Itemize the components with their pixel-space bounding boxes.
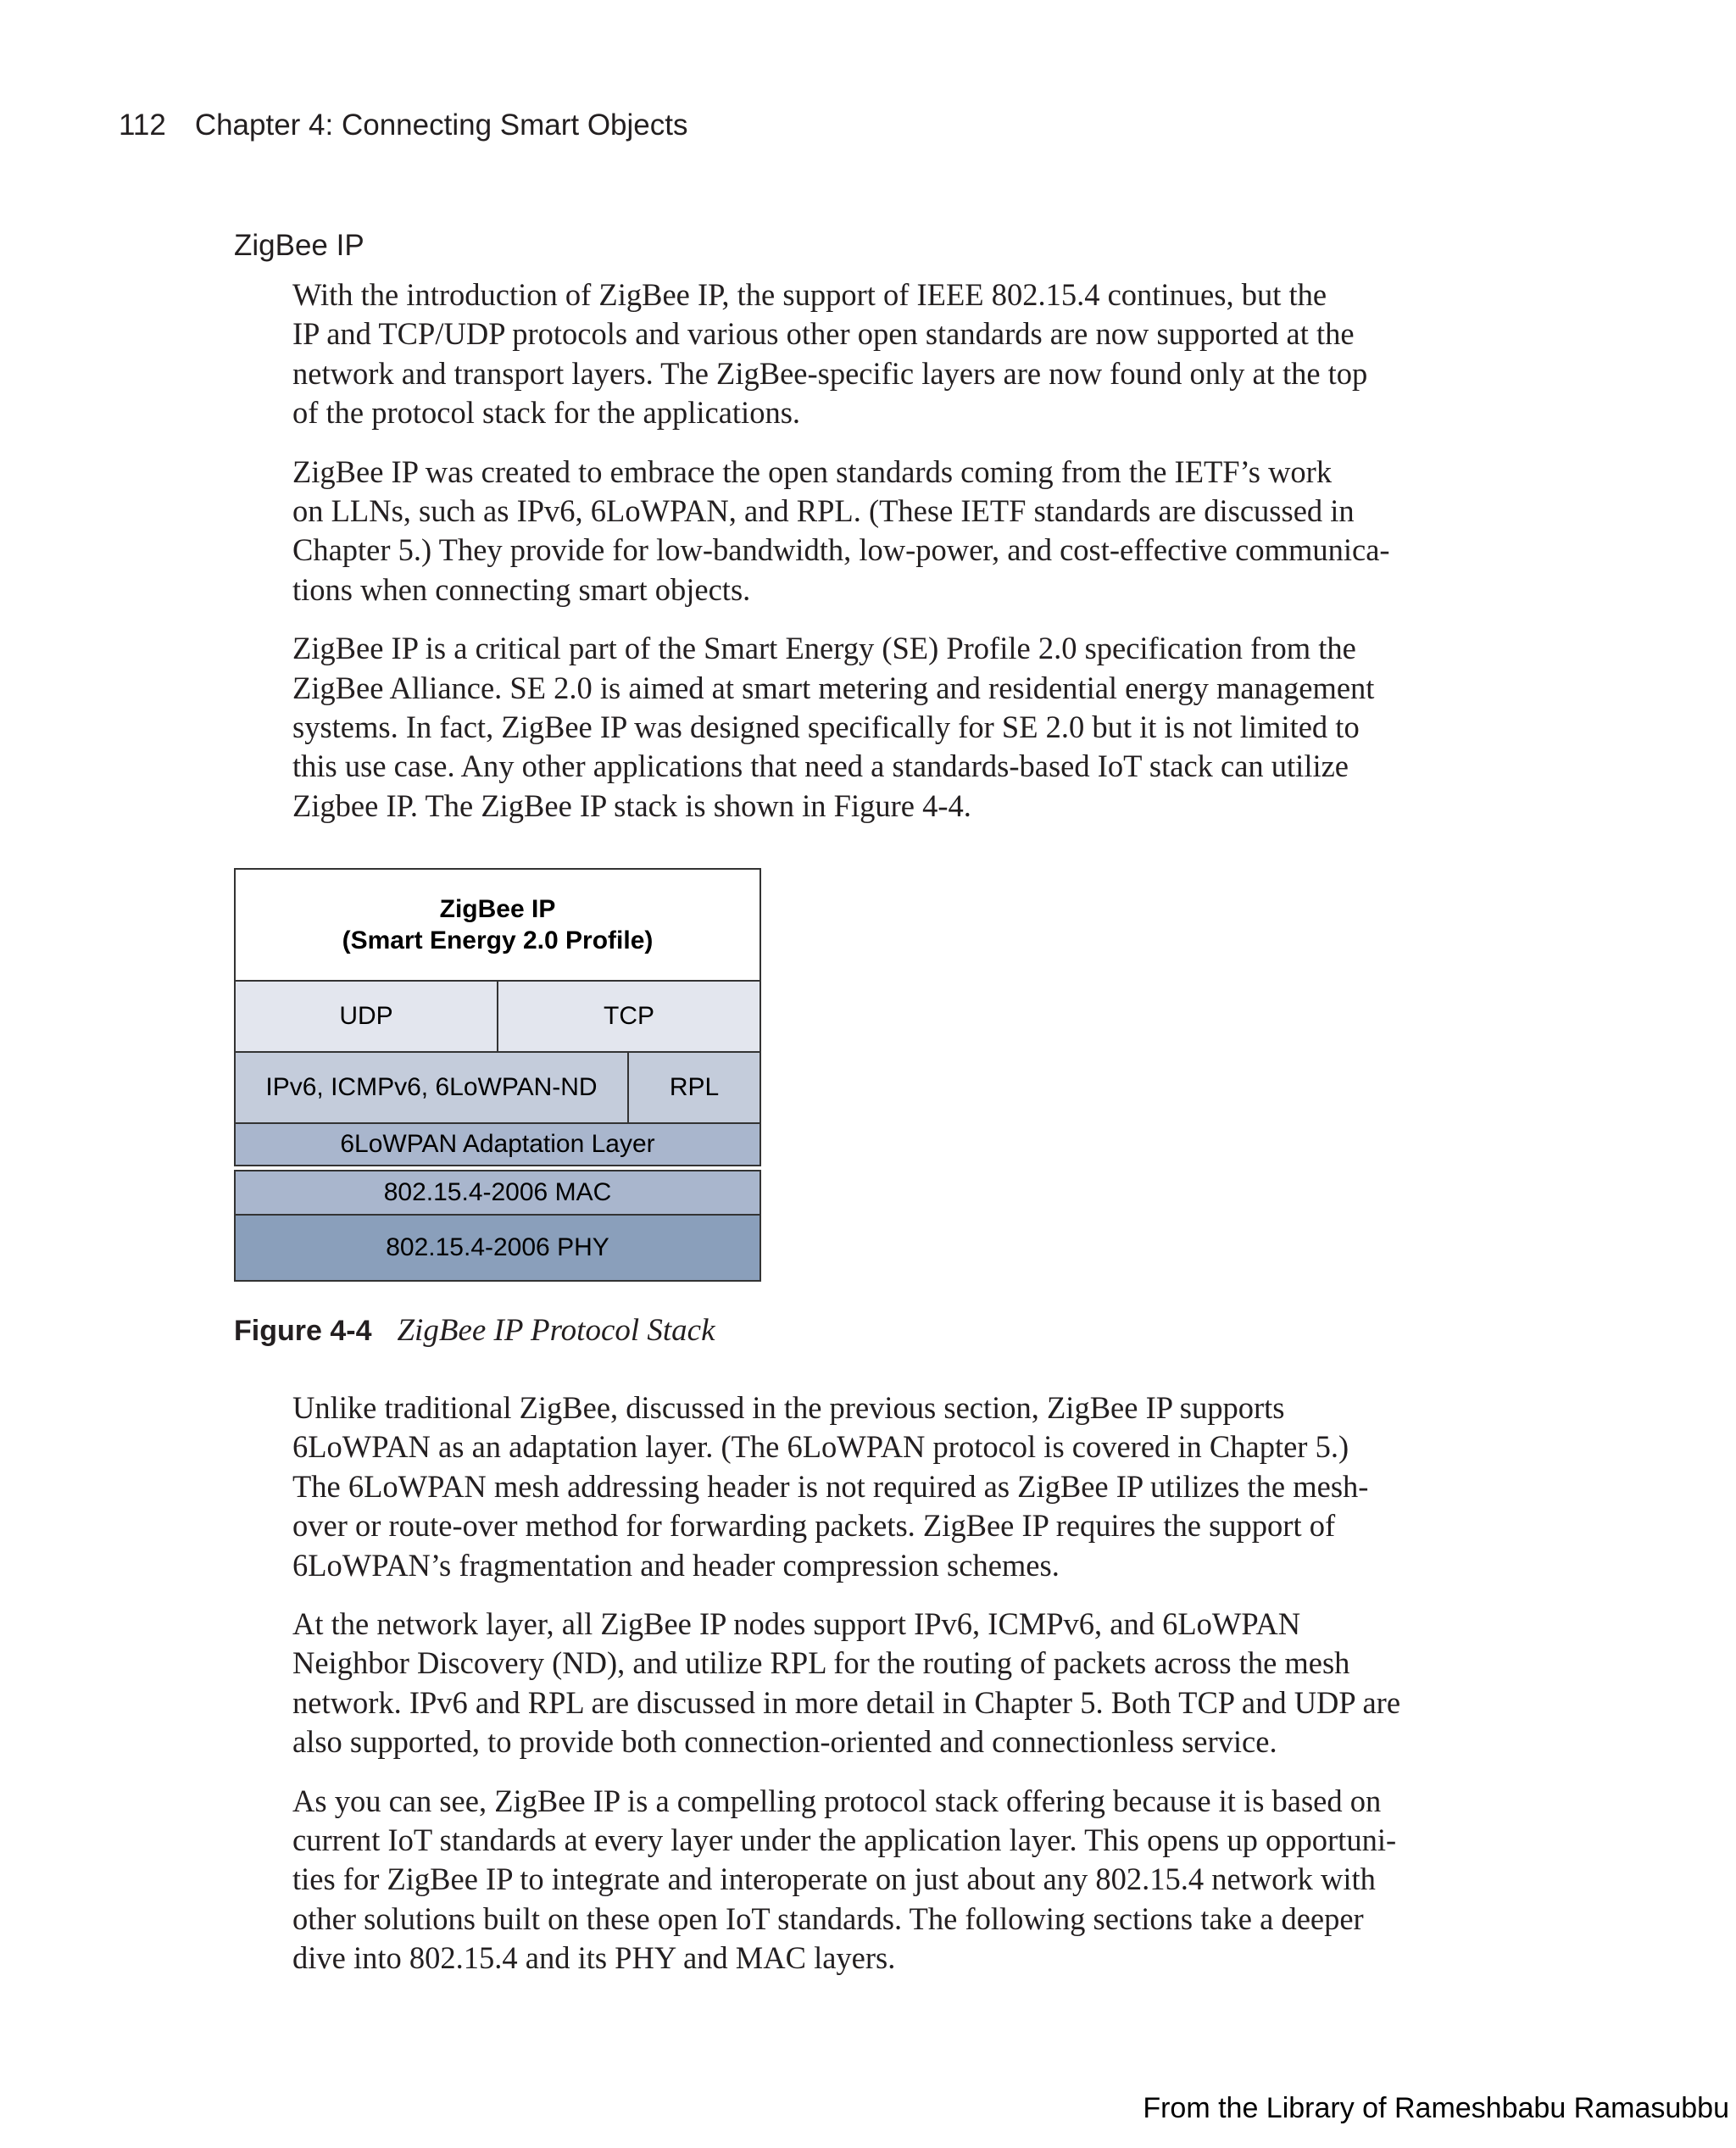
chapter-title: Chapter 4: Connecting Smart Objects	[194, 109, 688, 142]
text-line: Neighbor Discovery (ND), and utilize RPL for the routing of packets across the mesh	[292, 1645, 1350, 1681]
text-line: As you can see, ZigBee IP is a compelling protocol stack offering because it is based on	[292, 1783, 1382, 1818]
layer-udp: UDP	[234, 980, 498, 1053]
paragraph	[292, 1782, 1449, 1978]
page-number: 112	[119, 109, 166, 142]
text-line: ties for ZigBee IP to integrate and interoperate on just about any 802.15.4 network with	[292, 1861, 1376, 1897]
library-watermark: From the Library of Rameshbabu Ramasubbu	[1143, 2092, 1729, 2124]
layer-tcp: TCP	[497, 980, 761, 1053]
text-line: With the introduction of ZigBee IP, the support of IEEE 802.15.4 continues, but the	[292, 277, 1327, 312]
paragraph	[292, 1388, 1449, 1585]
running-head	[119, 109, 687, 142]
text-line: ZigBee Alliance. SE 2.0 is aimed at smart metering and residential energy management	[292, 670, 1375, 705]
section-heading: ZigBee IP	[234, 229, 364, 262]
figure-label: Figure 4-4	[234, 1315, 372, 1347]
text-line: Zigbee IP. The ZigBee IP stack is shown in Figure 4-4.	[292, 787, 971, 823]
text-line: 6LoWPAN as an adaptation layer. (The 6LoWPAN protocol is covered in Chapter 5.)	[292, 1429, 1349, 1465]
layer-ipv6-icmpv6-6lowpan-nd: IPv6, ICMPv6, 6LoWPAN-ND	[234, 1051, 629, 1124]
text-line: At the network layer, all ZigBee IP nodes support IPv6, ICMPv6, and 6LoWPAN	[292, 1606, 1301, 1642]
protocol-stack-diagram	[234, 868, 761, 1282]
text-line: this use case. Any other applications that need a standards-based IoT stack can utilize	[292, 748, 1349, 784]
paragraph	[292, 629, 1449, 826]
paragraph	[292, 1605, 1449, 1762]
application-layer-subtitle: (Smart Energy 2.0 Profile)	[342, 927, 654, 954]
body-text-before-figure	[292, 275, 1449, 845]
text-line: also supported, to provide both connection-oriented and connectionless service.	[292, 1724, 1277, 1760]
layer-zigbee-ip-application	[234, 868, 761, 982]
text-line: of the protocol stack for the applications.	[292, 395, 801, 431]
figure-caption	[234, 1312, 715, 1349]
body-text-after-figure	[292, 1388, 1449, 1998]
text-line: current IoT standards at every layer under the application layer. This opens up opportuni-	[292, 1822, 1397, 1858]
text-line: Chapter 5.) They provide for low-bandwidth, low-power, and cost-effective communica-	[292, 532, 1390, 568]
text-line: ZigBee IP was created to embrace the open standards coming from the IETF’s work	[292, 454, 1333, 489]
text-line: over or route-over method for forwarding packets. ZigBee IP requires the support of	[292, 1508, 1336, 1544]
figure-title: ZigBee IP Protocol Stack	[397, 1313, 715, 1348]
text-line: 6LoWPAN’s fragmentation and header compression schemes.	[292, 1547, 1060, 1583]
text-line: Unlike traditional ZigBee, discussed in the previous section, ZigBee IP supports	[292, 1390, 1285, 1425]
paragraph	[292, 275, 1449, 433]
text-line: tions when connecting smart objects.	[292, 571, 751, 607]
application-layer-title: ZigBee IP	[439, 895, 556, 923]
text-line: other solutions built on these open IoT standards. The following sections take a deeper	[292, 1900, 1364, 1936]
text-line: systems. In fact, ZigBee IP was designed specifically for SE 2.0 but it is not limited to	[292, 710, 1360, 745]
layer-6lowpan-adaptation: 6LoWPAN Adaptation Layer	[234, 1122, 761, 1166]
text-line: network. IPv6 and RPL are discussed in more detail in Chapter 5. Both TCP and UDP are	[292, 1684, 1401, 1720]
paragraph	[292, 453, 1449, 610]
text-line: on LLNs, such as IPv6, 6LoWPAN, and RPL. (These IETF standards are discussed in	[292, 493, 1355, 529]
text-line: network and transport layers. The ZigBee-specific layers are now found only at the top	[292, 355, 1368, 391]
layer-rpl: RPL	[627, 1051, 761, 1124]
text-line: dive into 802.15.4 and its PHY and MAC layers.	[292, 1940, 896, 1976]
layer-phy: 802.15.4-2006 PHY	[234, 1214, 761, 1282]
layer-mac: 802.15.4-2006 MAC	[234, 1170, 761, 1216]
text-line: ZigBee IP is a critical part of the Smart Energy (SE) Profile 2.0 specification from the	[292, 631, 1356, 666]
text-line: IP and TCP/UDP protocols and various other open standards are now supported at the	[292, 316, 1355, 352]
text-line: The 6LoWPAN mesh addressing header is not required as ZigBee IP utilizes the mesh-	[292, 1468, 1369, 1504]
